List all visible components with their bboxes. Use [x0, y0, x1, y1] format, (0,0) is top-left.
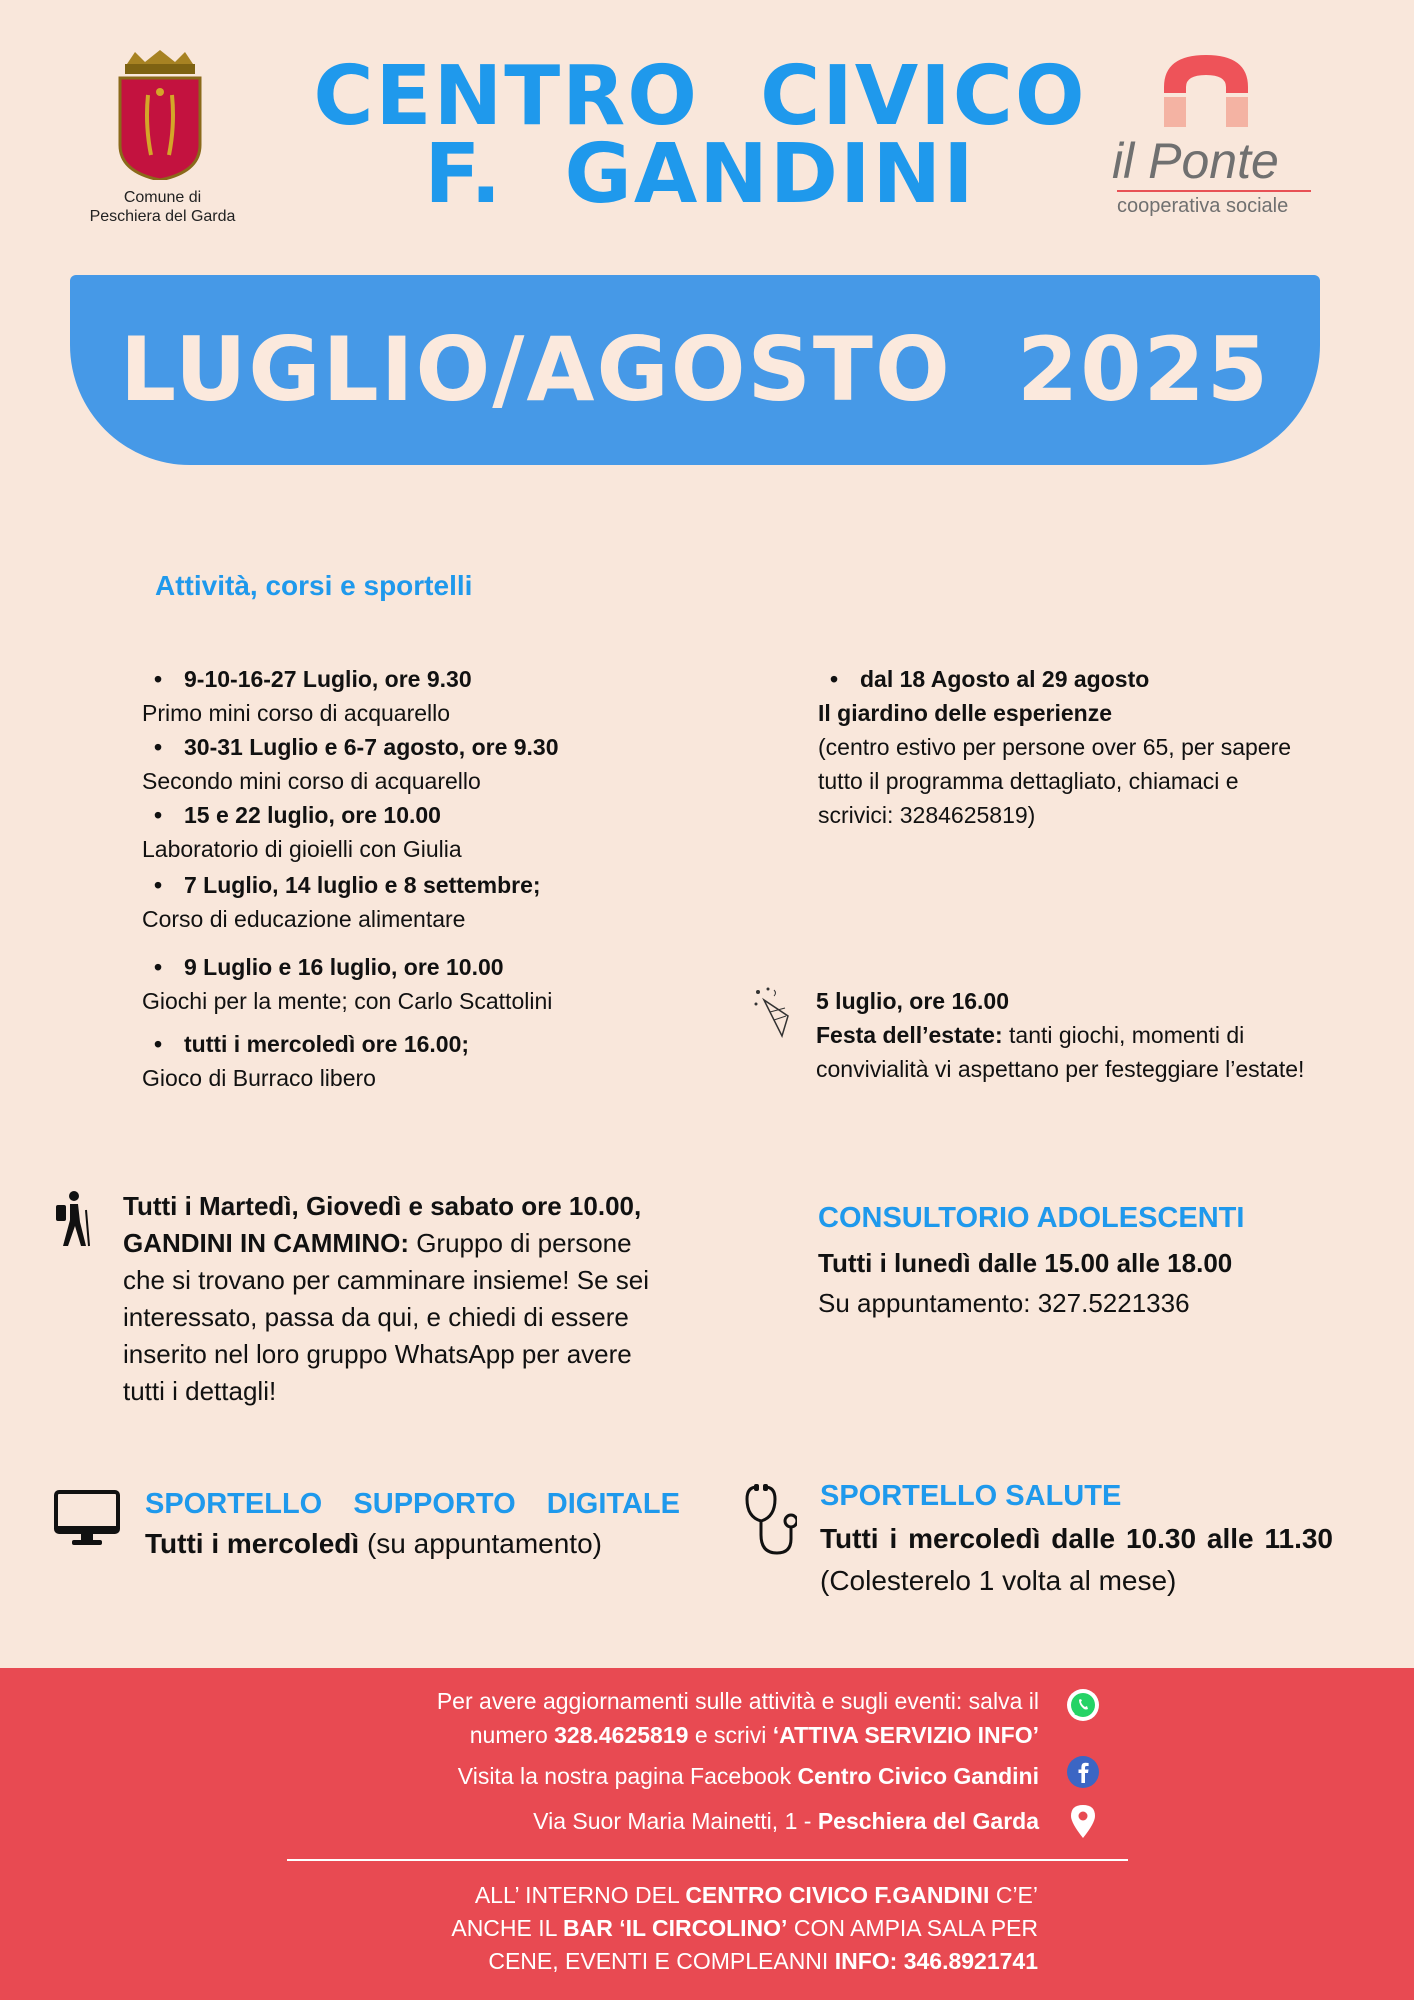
- activity-date: • 7 Luglio, 14 luglio e 8 settembre;: [142, 868, 702, 902]
- footer-bar-line-1-pre: ALL’ INTERNO DEL: [474, 1882, 686, 1908]
- hiker-icon: [52, 1190, 92, 1248]
- footer-address-street: Via Suor Maria Mainetti, 1 -: [533, 1808, 818, 1834]
- footer-bar-line-1: [338, 1879, 1038, 1912]
- salute-title: SPORTELLO SALUTE: [820, 1480, 1122, 1512]
- footer-address: [533, 1804, 1039, 1838]
- party-popper-icon: [752, 986, 796, 1042]
- footer-wa-number[interactable]: 328.4625819: [554, 1722, 689, 1748]
- activity-name: Il giardino delle esperienze: [818, 700, 1112, 726]
- activity-date: • 15 e 22 luglio, ore 10.00: [142, 798, 702, 832]
- cammino-heading: Tutti i Martedì, Giovedì e sabato ore 10.00, GANDINI IN CAMMINO:: [123, 1191, 642, 1258]
- activities-list-right: [818, 662, 1318, 832]
- footer-bar-line-2-pre: ANCHE IL: [451, 1915, 563, 1941]
- footer-wa-pre: numero: [469, 1722, 555, 1748]
- footer-whatsapp-info: [437, 1684, 1039, 1752]
- festa-block: [816, 984, 1316, 1086]
- footer-bar-line-2-post: CON AMPIA SALA PER: [787, 1915, 1038, 1941]
- comune-line-2: Peschiera del Garda: [89, 208, 236, 225]
- activities-list-left-2: [142, 950, 702, 1095]
- digitale-title: SPORTELLO SUPPORTO DIGITALE: [145, 1488, 680, 1520]
- monitor-icon: [54, 1490, 120, 1550]
- activity-name: Primo mini corso di acquarello: [142, 700, 451, 726]
- footer-bar-line-2: [338, 1912, 1038, 1945]
- footer-facebook-info: [458, 1759, 1039, 1793]
- footer-wa-mid: e scrivi: [688, 1722, 773, 1748]
- consultorio-appointment: Su appuntamento: 327.5221336: [818, 1288, 1190, 1318]
- activity-date: • 9 Luglio e 16 luglio, ore 10.00: [142, 950, 702, 984]
- festa-desc: tanti giochi, momenti di convivialità vi aspettano per festeggiare l’estate!: [816, 1022, 1305, 1082]
- activities-list-left: [142, 662, 702, 936]
- comune-label: [60, 188, 265, 226]
- footer-bar-line-2-bold: BAR ‘IL CIRCOLINO’: [562, 1915, 788, 1941]
- salute-time: Tutti i mercoledì dalle 10.30 alle 11.30: [820, 1523, 1333, 1554]
- footer-bar-info: [338, 1879, 1038, 1978]
- festa-text: [816, 1018, 1316, 1086]
- footer-wa-line-1: Per avere aggiornamenti sulle attività e sugli eventi: salva il: [436, 1688, 1039, 1714]
- activity-date: • dal 18 Agosto al 29 agosto: [818, 662, 1318, 696]
- festa-date: 5 luglio, ore 16.00: [816, 988, 1010, 1014]
- festa-title: Festa dell’estate:: [816, 1022, 1003, 1048]
- consultorio-schedule: Tutti i lunedì dalle 15.00 alle 18.00: [818, 1248, 1233, 1278]
- activity-description: (centro estivo per persone over 65, per sapere tutto il programma dettagliato, chiamaci e scrivici: 3284625819): [818, 734, 1292, 828]
- facebook-icon[interactable]: [1066, 1755, 1100, 1789]
- activities-heading: Attività, corsi e sportelli: [155, 570, 473, 601]
- title-line-2: F. GANDINI: [424, 127, 976, 222]
- month-banner-text: LUGLIO/AGOSTO 2025: [120, 318, 1270, 421]
- activity-name: Gioco di Burraco libero: [142, 1065, 376, 1091]
- digitale-schedule: [145, 1528, 602, 1560]
- ponte-logo-divider: [1117, 190, 1311, 192]
- cammino-text: Gruppo di persone che si trovano per camminare insieme! Se sei interessato, passa da qui, e chiedi di essere inserito nel loro gruppo WhatsApp per avere tutti i dettagli!: [123, 1228, 650, 1406]
- ponte-logo-name: il Ponte: [1112, 133, 1279, 189]
- footer-bar-line-3-pre: CENE, EVENTI E COMPLEANNI: [488, 1948, 835, 1974]
- activity-date: • 30-31 Luglio e 6-7 agosto, ore 9.30: [142, 730, 702, 764]
- footer-bar-line-3: [338, 1945, 1038, 1978]
- footer-bar-line-1-bold: CENTRO CIVICO F.GANDINI: [685, 1882, 990, 1908]
- salute-schedule: [820, 1518, 1333, 1602]
- whatsapp-icon[interactable]: [1066, 1688, 1100, 1722]
- activity-date: • tutti i mercoledì ore 16.00;: [142, 1027, 702, 1061]
- comune-line-1: Comune di: [123, 189, 202, 206]
- activity-name: Giochi per la mente; con Carlo Scattolini: [142, 988, 553, 1014]
- stethoscope-icon: [745, 1483, 797, 1558]
- activity-date: • 9-10-16-27 Luglio, ore 9.30: [142, 662, 702, 696]
- salute-note: (Colesterelo 1 volta al mese): [820, 1565, 1177, 1596]
- digitale-day: Tutti i mercoledì: [145, 1528, 360, 1559]
- activity-name: Secondo mini corso di acquarello: [142, 768, 481, 794]
- page-title: [300, 49, 1100, 222]
- consultorio-title: CONSULTORIO ADOLESCENTI: [818, 1202, 1245, 1234]
- footer-divider: [287, 1859, 1128, 1861]
- crest-icon: [115, 50, 205, 180]
- footer-fb-pre: Visita la nostra pagina Facebook: [457, 1763, 798, 1789]
- footer-fb-link[interactable]: Centro Civico Gandini: [797, 1763, 1039, 1789]
- ponte-logo-subtitle: cooperativa sociale: [1117, 195, 1289, 217]
- footer-bar-line-1-post: C’E’: [989, 1882, 1038, 1908]
- footer-address-city: Peschiera del Garda: [817, 1808, 1039, 1834]
- title-line-1: CENTRO CIVICO: [313, 49, 1087, 144]
- footer-wa-line-2: [437, 1718, 1039, 1752]
- activity-name: Corso di educazione alimentare: [142, 906, 466, 932]
- digitale-note: (su appuntamento): [359, 1528, 602, 1559]
- location-pin-icon: [1069, 1803, 1097, 1839]
- cammino-block: [123, 1188, 663, 1410]
- footer-wa-command: ‘ATTIVA SERVIZIO INFO’: [772, 1722, 1039, 1748]
- ponte-logo-icon: [1160, 55, 1252, 129]
- footer-bar-info-number[interactable]: INFO: 346.8921741: [834, 1948, 1038, 1974]
- activity-name: Laboratorio di gioielli con Giulia: [142, 836, 462, 862]
